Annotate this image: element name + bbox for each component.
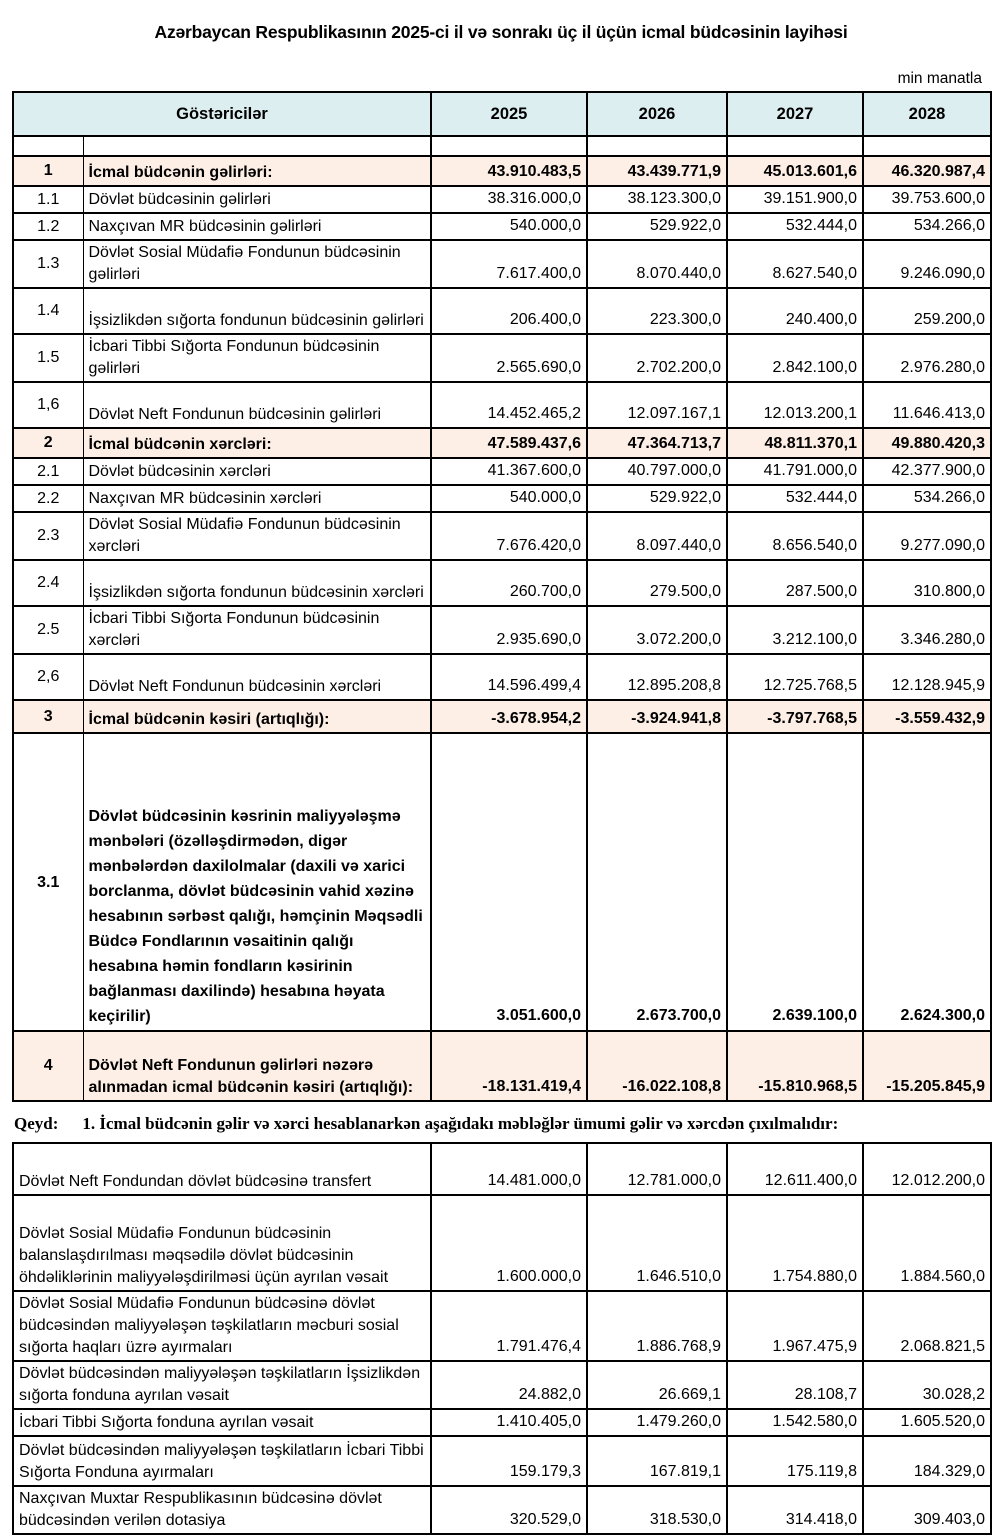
header-year-2028: 2028	[863, 92, 991, 136]
row-value-2028: 30.028,2	[863, 1361, 991, 1409]
row-value-2025: 7.617.400,0	[431, 240, 587, 288]
row-value-2028: 184.329,0	[863, 1436, 991, 1486]
row-label: Naxçıvan MR büdcəsinin xərcləri	[83, 485, 431, 512]
table-header-row	[13, 92, 991, 136]
row-value-2028: 12.128.945,9	[863, 654, 991, 700]
row-value-2025: 540.000,0	[431, 485, 587, 512]
row-label: İcmal büdcənin gəlirləri:	[83, 156, 431, 186]
row-label: Dövlət Neft Fondunun gəlirləri nəzərə alınmadan icmal büdcənin kəsiri (artıqlığı):	[83, 1031, 431, 1101]
row-value-2028: 534.266,0	[863, 213, 991, 240]
row-value-2026: 8.070.440,0	[587, 240, 727, 288]
row-value-2026: 318.530,0	[587, 1486, 727, 1534]
row-number: 2.5	[13, 606, 83, 654]
row-number: 1.5	[13, 334, 83, 382]
row-label: İcmal büdcənin kəsiri (artıqlığı):	[83, 700, 431, 733]
row-value-2027: 41.791.000,0	[727, 458, 863, 485]
consolidated-budget-table	[12, 91, 992, 1102]
row-number: 4	[13, 1031, 83, 1101]
row-value-2026: 167.819,1	[587, 1436, 727, 1486]
row-value-2027: 45.013.601,6	[727, 156, 863, 186]
row-number: 2.1	[13, 458, 83, 485]
row-value-2026: 47.364.713,7	[587, 428, 727, 458]
row-value-2027: 175.119,8	[727, 1436, 863, 1486]
row-value-2025: 41.367.600,0	[431, 458, 587, 485]
row-value-2027: 3.212.100,0	[727, 606, 863, 654]
row-value-2027: 39.151.900,0	[727, 186, 863, 213]
row-value-2028: 39.753.600,0	[863, 186, 991, 213]
table-row	[13, 512, 991, 560]
table-row	[13, 334, 991, 382]
row-value-2026: 3.072.200,0	[587, 606, 727, 654]
row-value-2028: 46.320.987,4	[863, 156, 991, 186]
header-year-2026: 2026	[587, 92, 727, 136]
row-value-2026: 1.886.768,9	[587, 1291, 727, 1361]
row-value-2028: 2.068.821,5	[863, 1291, 991, 1361]
row-number: 2	[13, 428, 83, 458]
row-value-2027: 2.842.100,0	[727, 334, 863, 382]
row-value-2027: 2.639.100,0	[727, 733, 863, 1031]
table-row	[13, 1143, 991, 1195]
row-value-2028: 49.880.420,3	[863, 428, 991, 458]
row-number: 1.1	[13, 186, 83, 213]
row-label: Dövlət büdcəsinin xərcləri	[83, 458, 431, 485]
row-value-2027: 8.627.540,0	[727, 240, 863, 288]
table-row-deficit	[13, 700, 991, 733]
row-value-2025: 43.910.483,5	[431, 156, 587, 186]
row-value-2027: 532.444,0	[727, 485, 863, 512]
spacer-cell	[587, 136, 727, 156]
note-text: 1. İcmal büdcənin gəlir və xərci hesablanarkən aşağıdakı məbləğlər ümumi gəlir və xərcdən çıxılmalıdır:	[82, 1114, 839, 1133]
table-row	[13, 213, 991, 240]
table-row-total-expenditures	[13, 428, 991, 458]
row-number: 1,6	[13, 382, 83, 428]
table-row-deficit-excl-oil-fund	[13, 1031, 991, 1101]
row-label: Dövlət Sosial Müdafiə Fondunun büdcəsinin xərcləri	[83, 512, 431, 560]
table-row	[13, 1291, 991, 1361]
row-label: Dövlət büdcəsindən maliyyələşən təşkilatların İşsizlikdən sığorta fonduna ayrılan vəsait	[13, 1361, 431, 1409]
row-value-2025: 14.596.499,4	[431, 654, 587, 700]
row-value-2028: 310.800,0	[863, 560, 991, 606]
row-value-2025: 320.529,0	[431, 1486, 587, 1534]
row-value-2026: 529.922,0	[587, 213, 727, 240]
row-value-2025: 24.882,0	[431, 1361, 587, 1409]
note-line	[14, 1114, 990, 1134]
row-number: 1	[13, 156, 83, 186]
spacer-cell	[83, 136, 431, 156]
table-row	[13, 560, 991, 606]
row-value-2025: 1.410.405,0	[431, 1409, 587, 1436]
row-label: Dövlət büdcəsinin kəsrinin maliyyələşmə mənbələri (özəlləşdirmədən, digər mənbələrdən daxilolmalar (daxili və xarici borclanma, dövlət büdcəsinin vahid xəzinə hesabının sərbəst qalığı, həmçinin Məqsədli Büdcə Fondlarının vəsaitinin qalığı hesabına həmin fondların kəsirinin bağlanması daxilində) hesabına həyata keçirilir)	[83, 733, 431, 1031]
row-number: 2.2	[13, 485, 83, 512]
table-row	[13, 458, 991, 485]
table-row	[13, 1409, 991, 1436]
row-value-2028: 3.346.280,0	[863, 606, 991, 654]
row-value-2026: -3.924.941,8	[587, 700, 727, 733]
row-value-2028: 11.646.413,0	[863, 382, 991, 428]
row-value-2027: 12.611.400,0	[727, 1143, 863, 1195]
row-value-2025: 7.676.420,0	[431, 512, 587, 560]
row-value-2028: 9.246.090,0	[863, 240, 991, 288]
row-value-2027: 28.108,7	[727, 1361, 863, 1409]
row-label: İşsizlikdən sığorta fondunun büdcəsinin gəlirləri	[83, 288, 431, 334]
row-value-2027: 1.967.475,9	[727, 1291, 863, 1361]
table-row-deficit-financing	[13, 733, 991, 1031]
row-label: Dövlət Neft Fondunun büdcəsinin xərcləri	[83, 654, 431, 700]
row-value-2027: 48.811.370,1	[727, 428, 863, 458]
row-label: Naxçıvan MR büdcəsinin gəlirləri	[83, 213, 431, 240]
table-row	[13, 186, 991, 213]
row-label: İcbari Tibbi Sığorta Fondunun büdcəsinin gəlirləri	[83, 334, 431, 382]
row-value-2025: 206.400,0	[431, 288, 587, 334]
row-value-2026: 12.097.167,1	[587, 382, 727, 428]
row-value-2026: 1.479.260,0	[587, 1409, 727, 1436]
row-value-2027: 1.542.580,0	[727, 1409, 863, 1436]
row-value-2027: 12.013.200,1	[727, 382, 863, 428]
row-value-2028: 309.403,0	[863, 1486, 991, 1534]
row-value-2025: -3.678.954,2	[431, 700, 587, 733]
row-value-2028: 12.012.200,0	[863, 1143, 991, 1195]
row-number: 1.4	[13, 288, 83, 334]
row-value-2025: 47.589.437,6	[431, 428, 587, 458]
row-value-2026: 38.123.300,0	[587, 186, 727, 213]
header-indicator-label: Göstəricilər	[13, 92, 431, 136]
row-value-2026: 223.300,0	[587, 288, 727, 334]
row-value-2025: 159.179,3	[431, 1436, 587, 1486]
row-value-2026: 2.673.700,0	[587, 733, 727, 1031]
row-value-2028: 2.976.280,0	[863, 334, 991, 382]
row-value-2027: 314.418,0	[727, 1486, 863, 1534]
row-label: İşsizlikdən sığorta fondunun büdcəsinin xərcləri	[83, 560, 431, 606]
row-value-2027: 240.400,0	[727, 288, 863, 334]
row-label: Dövlət büdcəsinin gəlirləri	[83, 186, 431, 213]
row-label: Naxçıvan Muxtar Respublikasının büdcəsinə dövlət büdcəsindən verilən dotasiya	[13, 1486, 431, 1534]
row-value-2028: -15.205.845,9	[863, 1031, 991, 1101]
table-row	[13, 1195, 991, 1291]
spacer-cell	[13, 136, 83, 156]
row-label: Dövlət Neft Fondundan dövlət büdcəsinə transfert	[13, 1143, 431, 1195]
row-value-2027: 8.656.540,0	[727, 512, 863, 560]
row-value-2027: 287.500,0	[727, 560, 863, 606]
row-value-2025: 260.700,0	[431, 560, 587, 606]
row-value-2026: 43.439.771,9	[587, 156, 727, 186]
spacer-cell	[431, 136, 587, 156]
row-value-2026: -16.022.108,8	[587, 1031, 727, 1101]
page-title: Azərbaycan Respublikasının 2025-ci il və sonrakı üç il üçün icmal büdcəsinin layihəsi	[154, 22, 848, 42]
note-prefix: Qeyd:	[14, 1114, 59, 1133]
row-label: İcmal büdcənin xərcləri:	[83, 428, 431, 458]
row-number: 2.3	[13, 512, 83, 560]
row-value-2026: 2.702.200,0	[587, 334, 727, 382]
table-row	[13, 654, 991, 700]
row-value-2028: 9.277.090,0	[863, 512, 991, 560]
spacer-row	[13, 136, 991, 156]
row-value-2027: 1.754.880,0	[727, 1195, 863, 1291]
table-row	[13, 382, 991, 428]
row-value-2025: 14.481.000,0	[431, 1143, 587, 1195]
unit-label: min manatla	[897, 70, 982, 87]
spacer-cell	[863, 136, 991, 156]
row-label: İcbari Tibbi Sığorta fonduna ayrılan vəsait	[13, 1409, 431, 1436]
row-number: 3	[13, 700, 83, 733]
table-row	[13, 485, 991, 512]
table-row-total-revenues	[13, 156, 991, 186]
row-value-2026: 1.646.510,0	[587, 1195, 727, 1291]
row-value-2026: 12.895.208,8	[587, 654, 727, 700]
row-value-2025: 2.935.690,0	[431, 606, 587, 654]
row-value-2025: 3.051.600,0	[431, 733, 587, 1031]
row-value-2026: 12.781.000,0	[587, 1143, 727, 1195]
deductions-table	[12, 1142, 992, 1535]
row-number: 1.2	[13, 213, 83, 240]
row-value-2027: 532.444,0	[727, 213, 863, 240]
row-value-2028: 1.884.560,0	[863, 1195, 991, 1291]
row-value-2028: 534.266,0	[863, 485, 991, 512]
row-value-2025: 1.600.000,0	[431, 1195, 587, 1291]
table-row	[13, 1436, 991, 1486]
row-label: Dövlət Sosial Müdafiə Fondunun büdcəsinin gəlirləri	[83, 240, 431, 288]
row-value-2027: -3.797.768,5	[727, 700, 863, 733]
header-year-2027: 2027	[727, 92, 863, 136]
row-value-2028: 259.200,0	[863, 288, 991, 334]
table-row	[13, 240, 991, 288]
row-label: Dövlət büdcəsindən maliyyələşən təşkilatların İcbari Tibbi Sığorta Fonduna ayırmaları	[13, 1436, 431, 1486]
row-label: Dövlət Sosial Müdafiə Fondunun büdcəsinin balanslaşdırılması məqsədilə dövlət büdcəsinin öhdəliklərinin maliyyələşdirilməsi üçün ayrılan vəsait	[13, 1195, 431, 1291]
row-value-2025: 2.565.690,0	[431, 334, 587, 382]
row-number: 1.3	[13, 240, 83, 288]
row-value-2026: 279.500,0	[587, 560, 727, 606]
row-label: İcbari Tibbi Sığorta Fondunun büdcəsinin xərcləri	[83, 606, 431, 654]
spacer-cell	[727, 136, 863, 156]
row-value-2025: 540.000,0	[431, 213, 587, 240]
row-number: 3.1	[13, 733, 83, 1031]
row-value-2025: -18.131.419,4	[431, 1031, 587, 1101]
row-label: Dövlət Neft Fondunun büdcəsinin gəlirləri	[83, 382, 431, 428]
table-row	[13, 606, 991, 654]
row-value-2027: 12.725.768,5	[727, 654, 863, 700]
row-value-2028: 2.624.300,0	[863, 733, 991, 1031]
row-value-2028: 1.605.520,0	[863, 1409, 991, 1436]
row-value-2027: -15.810.968,5	[727, 1031, 863, 1101]
row-number: 2,6	[13, 654, 83, 700]
row-value-2026: 8.097.440,0	[587, 512, 727, 560]
row-value-2026: 40.797.000,0	[587, 458, 727, 485]
row-label: Dövlət Sosial Müdafiə Fondunun büdcəsinə dövlət büdcəsindən maliyyələşən təşkilatların məcburi sosial sığorta haqları üzrə ayırmaları	[13, 1291, 431, 1361]
table-row	[13, 1361, 991, 1409]
row-value-2028: -3.559.432,9	[863, 700, 991, 733]
row-value-2025: 38.316.000,0	[431, 186, 587, 213]
row-value-2028: 42.377.900,0	[863, 458, 991, 485]
row-value-2026: 529.922,0	[587, 485, 727, 512]
row-value-2025: 1.791.476,4	[431, 1291, 587, 1361]
header-year-2025: 2025	[431, 92, 587, 136]
row-number: 2.4	[13, 560, 83, 606]
row-value-2025: 14.452.465,2	[431, 382, 587, 428]
row-value-2026: 26.669,1	[587, 1361, 727, 1409]
table-row	[13, 1486, 991, 1534]
table-row	[13, 288, 991, 334]
